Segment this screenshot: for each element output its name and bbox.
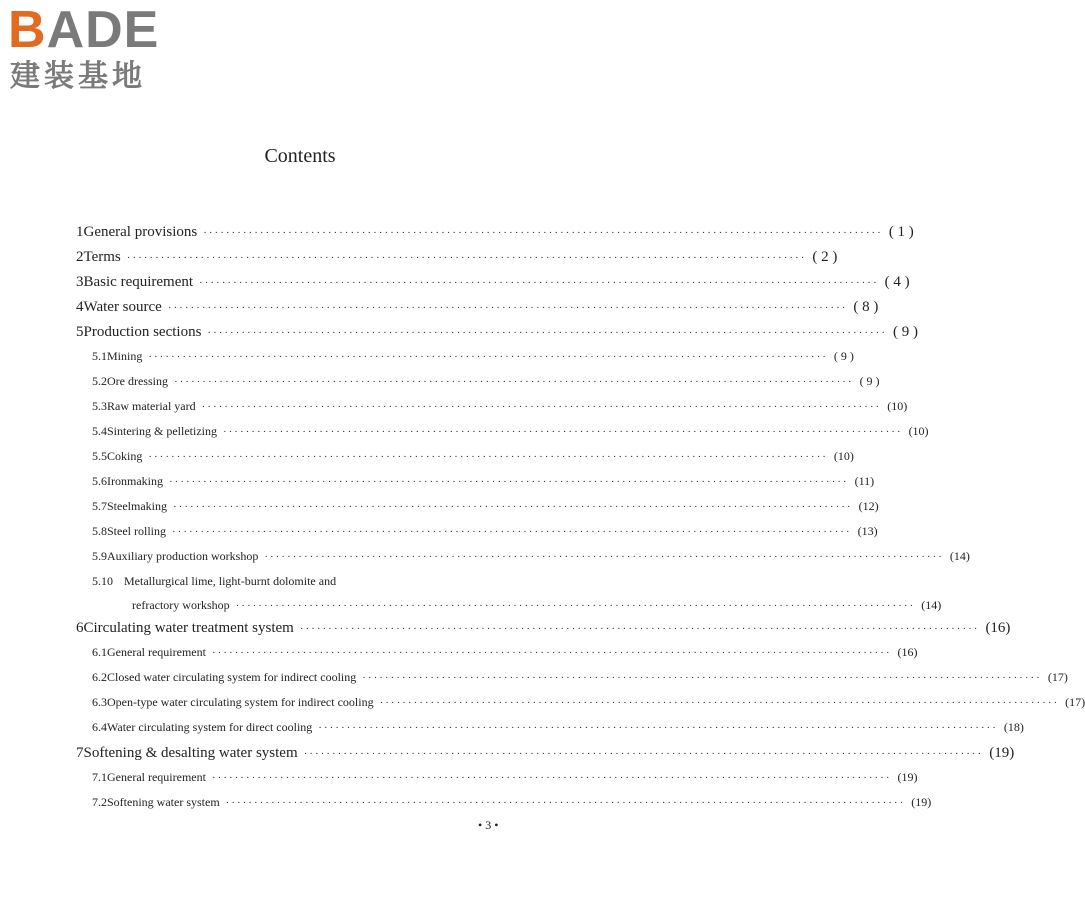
toc-section: [92, 770, 918, 785]
toc-page: ( 1 ): [888, 224, 914, 240]
toc-chapter: [76, 274, 910, 291]
toc-leader-dots: ························································································································: [264, 551, 944, 563]
toc-title: Terms: [83, 249, 121, 265]
toc-section: [92, 720, 1024, 735]
toc-title: Production sections: [83, 324, 202, 340]
toc-chapter: [76, 745, 1015, 762]
toc-number: 5.6: [92, 474, 107, 488]
toc-title: Raw material yard: [107, 399, 196, 413]
toc-page: (14): [949, 549, 970, 563]
toc-section: [92, 670, 1068, 685]
toc-title: Softening water system: [107, 795, 220, 809]
toc-chapter: [76, 324, 918, 341]
toc-page: (19): [911, 795, 932, 809]
toc-page: (18): [1003, 720, 1024, 734]
toc-number: 5.7: [92, 499, 107, 513]
toc-number: 5.9: [92, 549, 107, 563]
toc-number: 6.4: [92, 720, 107, 734]
toc-section: [92, 374, 880, 389]
toc-leader-dots: ························································································································: [379, 697, 1060, 709]
toc-page: (10): [908, 424, 929, 438]
toc-leader-dots: ························································································································: [148, 451, 828, 463]
toc-title: Steelmaking: [107, 499, 167, 513]
toc-page: ( 9 ): [833, 349, 854, 363]
toc-leader-dots: ························································································································: [235, 600, 916, 612]
toc-title: Metallurgical lime, light-burnt dolomite and: [124, 574, 337, 588]
toc-page: (17): [1065, 695, 1085, 709]
logo-chinese-text: 建装基地: [10, 59, 146, 94]
toc-section: [92, 645, 918, 660]
logo-accent-letter: B: [8, 1, 47, 59]
toc-chapter: [76, 299, 879, 316]
toc-title: Ore dressing: [107, 374, 168, 388]
toc-leader-dots: ························································································································: [225, 797, 906, 809]
toc-leader-dots: ························································································································: [126, 252, 807, 264]
toc-leader-dots: ························································································································: [172, 526, 852, 538]
toc-number: 5.4: [92, 424, 107, 438]
toc-title: Ironmaking: [107, 474, 163, 488]
toc-page: (11): [854, 474, 875, 488]
toc-section: [92, 399, 908, 414]
toc-section: [92, 474, 875, 489]
toc-page: (10): [887, 399, 908, 413]
toc-section: [92, 574, 522, 589]
toc-section: [92, 499, 879, 514]
toc-number: 7.1: [92, 770, 107, 784]
toc-page: (19): [989, 745, 1015, 761]
toc-number: 5.2: [92, 374, 107, 388]
toc-leader-dots: ························································································································: [318, 722, 998, 734]
toc-number: 5.1: [92, 349, 107, 363]
logo-wordmark-rest: ADE: [46, 1, 160, 59]
toc-page: ( 9 ): [859, 374, 880, 388]
toc-number: 5: [76, 324, 84, 340]
toc-page: (17): [1047, 670, 1068, 684]
toc-leader-dots: ························································································································: [303, 748, 984, 760]
toc-section-continuation: [132, 598, 942, 613]
toc-number: 1: [76, 224, 84, 240]
toc-leader-dots: ························································································································: [222, 426, 903, 438]
toc-leader-dots: ························································································································: [199, 277, 879, 289]
page-title: Contents: [264, 145, 336, 167]
toc-number: 7.2: [92, 795, 107, 809]
toc-title: Softening & desalting water system: [83, 745, 298, 761]
toc-page: ( 2 ): [812, 249, 838, 265]
toc-page: (16): [897, 645, 918, 659]
toc-page: (16): [985, 620, 1011, 636]
toc-title: Circulating water treatment system: [83, 620, 294, 636]
toc-leader-dots: ························································································································: [211, 772, 892, 784]
toc-number: 5.8: [92, 524, 107, 538]
toc-chapter: [76, 224, 914, 241]
toc-leader-dots: ························································································································: [169, 476, 849, 488]
toc-section: [92, 449, 854, 464]
toc-section: [92, 549, 970, 564]
toc-title: Steel rolling: [107, 524, 166, 538]
toc-section: [92, 349, 854, 364]
toc-number: 5.5: [92, 449, 107, 463]
page-number: • 3 •: [478, 818, 499, 832]
toc-title: Sintering & pelletizing: [107, 424, 217, 438]
toc-leader-dots: ························································································································: [211, 647, 892, 659]
toc-number: 6.3: [92, 695, 107, 709]
toc-leader-dots: ························································································································: [203, 227, 883, 239]
toc-title: Water circulating system for direct cooling: [107, 720, 313, 734]
toc-section: [92, 524, 878, 539]
toc-page: (12): [858, 499, 879, 513]
toc-title: Open-type water circulating system for indirect cooling: [107, 695, 374, 709]
toc-title: General requirement: [107, 770, 206, 784]
toc-chapter: [76, 249, 838, 266]
toc-page: ( 9 ): [892, 324, 918, 340]
toc-leader-dots: ························································································································: [148, 351, 828, 363]
toc-chapter: [76, 620, 1011, 637]
toc-title: Mining: [107, 349, 143, 363]
toc-title: General requirement: [107, 645, 206, 659]
toc-number: 3: [76, 274, 84, 290]
toc-page: (13): [857, 524, 878, 538]
toc-leader-dots: ························································································································: [362, 672, 1042, 684]
toc-title: Closed water circulating system for indirect cooling: [107, 670, 357, 684]
toc-page: (10): [833, 449, 854, 463]
toc-title: Auxiliary production workshop: [107, 549, 259, 563]
toc-section: [92, 795, 932, 810]
toc-number: 4: [76, 299, 84, 315]
toc-page: (14): [921, 598, 942, 612]
toc-leader-dots: ························································································································: [299, 623, 980, 635]
toc-page: ( 8 ): [853, 299, 879, 315]
toc-number: 7: [76, 745, 84, 761]
toc-leader-dots: ························································································································: [167, 302, 848, 314]
toc-leader-dots: ························································································································: [207, 327, 887, 339]
toc-number: 5.10: [92, 574, 113, 588]
toc-section: [92, 424, 929, 439]
toc-title: Basic requirement: [83, 274, 194, 290]
toc-title: Water source: [83, 299, 162, 315]
toc-leader-dots: ························································································································: [173, 376, 854, 388]
toc-title: Coking: [107, 449, 143, 463]
toc-number: 6: [76, 620, 84, 636]
toc-title: General provisions: [83, 224, 198, 240]
toc-number: 5.3: [92, 399, 107, 413]
toc-number: 6.1: [92, 645, 107, 659]
toc-title-continuation: refractory workshop: [132, 598, 230, 612]
toc-number: 2: [76, 249, 84, 265]
toc-leader-dots: ························································································································: [173, 501, 853, 513]
toc-page: (19): [897, 770, 918, 784]
toc-page: ( 4 ): [884, 274, 910, 290]
toc-number: 6.2: [92, 670, 107, 684]
toc-leader-dots: ························································································································: [201, 401, 882, 413]
toc-section: [92, 695, 1085, 710]
